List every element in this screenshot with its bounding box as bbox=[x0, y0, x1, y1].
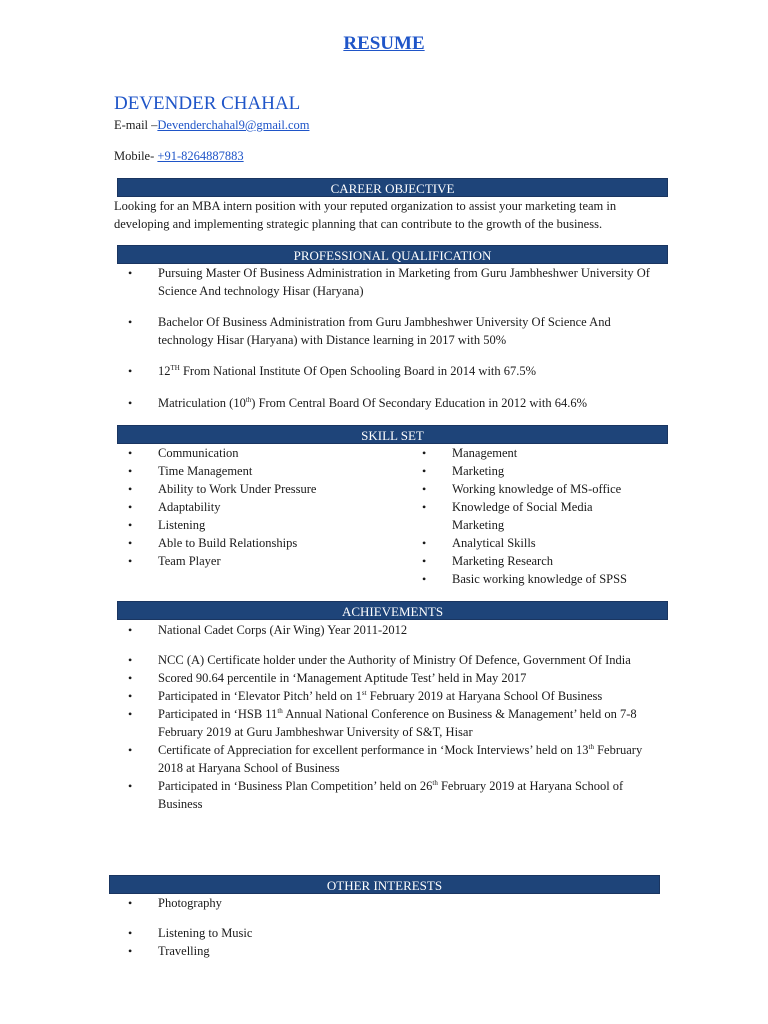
achievement-item: • Participated in ‘Business Plan Competition’ held on 26th February 2019 at Haryana School of Business bbox=[114, 777, 660, 813]
achievement-item: • National Cadet Corps (Air Wing) Year 2011-2012 bbox=[114, 621, 660, 639]
email-link[interactable]: Devenderchahal9@gmail.com bbox=[157, 118, 310, 132]
career-objective-text: Looking for an MBA intern position with your reputed organization to assist your marketing team in developing and implementing strategic planning that can contribute to the growth of the business. bbox=[114, 199, 617, 231]
achievement-item: • NCC (A) Certificate holder under the Authority of Ministry Of Defence, Government Of India bbox=[114, 651, 660, 669]
skill-item: • Able to Build Relationships bbox=[114, 534, 404, 552]
skill-set-heading: SKILL SET bbox=[117, 425, 668, 444]
skill-item: • Adaptability bbox=[114, 498, 404, 516]
skill-item: • Knowledge of Social Media Marketing bbox=[408, 498, 648, 534]
achievements-list bbox=[114, 621, 660, 813]
interest-item: • Travelling bbox=[114, 942, 514, 960]
qualification-item: • Bachelor Of Business Administration from Guru Jambheshwer University Of Science And technology Hisar (Haryana) with Distance learning in 2017 with 50% bbox=[114, 313, 654, 349]
mobile-line bbox=[114, 149, 244, 164]
achievements-heading: ACHIEVEMENTS bbox=[117, 601, 668, 620]
email-line bbox=[114, 118, 309, 133]
skill-item: • Communication bbox=[114, 444, 404, 462]
career-objective-heading: CAREER OBJECTIVE bbox=[117, 178, 668, 197]
professional-qualification-heading: PROFESSIONAL QUALIFICATION bbox=[117, 245, 668, 264]
skill-item: • Time Management bbox=[114, 462, 404, 480]
skill-item: • Marketing Research bbox=[408, 552, 648, 570]
skill-item: • Management bbox=[408, 444, 648, 462]
skill-list-left bbox=[114, 444, 404, 570]
skill-item: • Listening bbox=[114, 516, 404, 534]
qualification-item: • Pursuing Master Of Business Administration in Marketing from Guru Jambheshwer University Of Science And technology Hisar (Haryana) bbox=[114, 264, 654, 300]
qualification-list bbox=[114, 264, 654, 412]
skill-item: • Basic working knowledge of SPSS bbox=[408, 570, 648, 588]
resume-title: RESUME bbox=[343, 33, 425, 54]
interest-item: • Listening to Music bbox=[114, 924, 514, 942]
achievement-item: • Certificate of Appreciation for excellent performance in ‘Mock Interviews’ held on 13th February 2018 at Haryana School of Business bbox=[114, 741, 660, 777]
other-interests-heading: OTHER INTERESTS bbox=[109, 875, 660, 894]
interest-item: • Photography bbox=[114, 894, 514, 912]
qualification-item: • Matriculation (10th) From Central Board Of Secondary Education in 2012 with 64.6% bbox=[114, 394, 654, 412]
mobile-link[interactable]: +91-8264887883 bbox=[157, 149, 244, 163]
qualification-item: • 12TH From National Institute Of Open Schooling Board in 2014 with 67.5% bbox=[114, 362, 654, 380]
email-label: E-mail – bbox=[114, 118, 158, 132]
skill-item: • Ability to Work Under Pressure bbox=[114, 480, 404, 498]
skill-item: • Marketing bbox=[408, 462, 648, 480]
skill-item: • Working knowledge of MS-office bbox=[408, 480, 648, 498]
skill-item: • Team Player bbox=[114, 552, 404, 570]
interests-list bbox=[114, 894, 514, 960]
achievement-item: • Scored 90.64 percentile in ‘Management Aptitude Test’ held in May 2017 bbox=[114, 669, 660, 687]
candidate-name: DEVENDER CHAHAL bbox=[114, 93, 301, 114]
skill-item: • Analytical Skills bbox=[408, 534, 648, 552]
achievement-item: • Participated in ‘Elevator Pitch’ held on 1st February 2019 at Haryana School Of Business bbox=[114, 687, 660, 705]
mobile-label: Mobile- bbox=[114, 149, 158, 163]
skill-list-right bbox=[408, 444, 648, 588]
achievement-item: • Participated in ‘HSB 11th Annual National Conference on Business & Management’ held on 7-8 February 2019 at Guru Jambheshwar University of S&T, Hisar bbox=[114, 705, 660, 741]
